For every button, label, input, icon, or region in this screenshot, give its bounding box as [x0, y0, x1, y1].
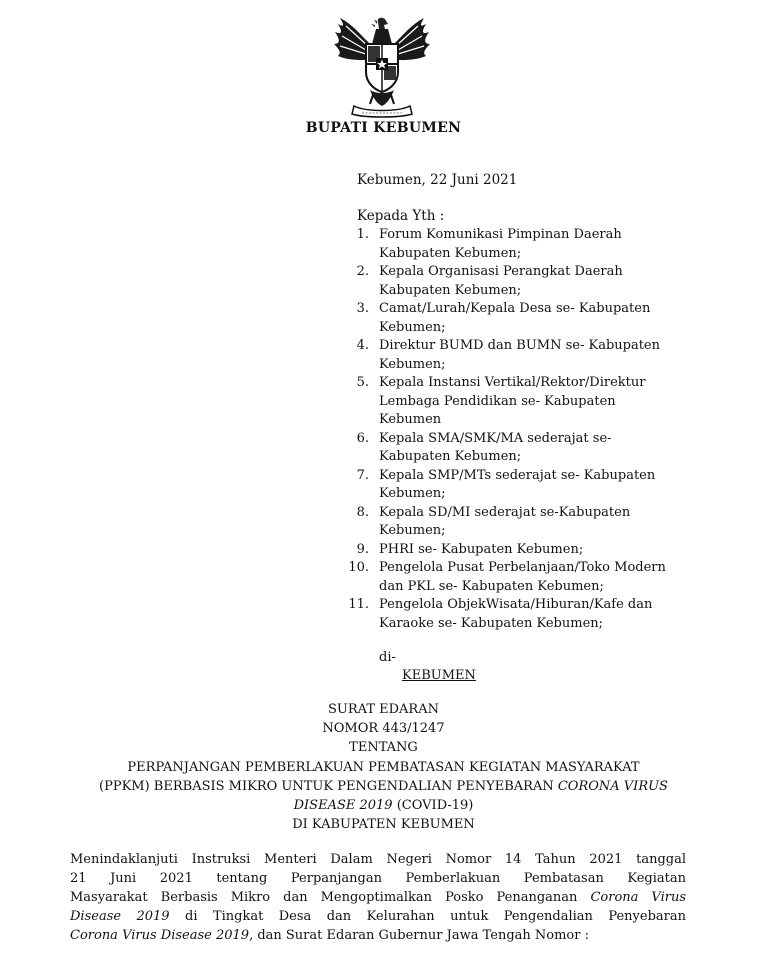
body-line-2: 21 Juni 2021 tentang Perpanjangan Pemberlakuan Pembatasan Kegiatan [70, 871, 686, 886]
circular-about: TENTANG [349, 740, 418, 755]
circular-number: NOMOR 443/1247 [322, 721, 445, 736]
list-item [336, 337, 756, 374]
list-item-text: Camat/Lurah/Kepala Desa se- Kabupaten Kebumen; [379, 301, 651, 335]
destination-city: KEBUMEN [402, 668, 476, 683]
list-item-number: 6. [356, 430, 369, 446]
at-label: di- [379, 650, 396, 665]
list-item [336, 374, 756, 430]
list-item-number: 1. [356, 227, 369, 242]
body-paragraph [70, 850, 686, 945]
list-item [336, 263, 756, 300]
list-item-text: Kepala SMP/MTs sederajat se- Kabupaten Kebumen; [379, 467, 656, 501]
body-line-4-italic: Disease 2019 [70, 909, 170, 924]
body-line-1: Menindaklanjuti Instruksi Menteri Dalam Negeri Nomor 14 Tahun 2021 tanggal [70, 852, 686, 867]
garuda-emblem-icon [330, 14, 434, 120]
list-item [336, 226, 756, 263]
subject-line-2-text: (PPKM) BERBASIS MIKRO UNTUK PENGENDALIAN PENYEBARAN [99, 779, 558, 794]
list-item-text: Kepala Organisasi Perangkat Daerah Kabupaten Kebumen; [379, 264, 623, 298]
subject-line-3-italic: DISEASE 2019 [293, 798, 393, 813]
letter-date: Kebumen, 22 Juni 2021 [357, 172, 518, 188]
body-line-5-italic: Corona Virus Disease 2019 [70, 928, 250, 943]
circular-type: SURAT EDARAN [328, 702, 439, 717]
page-title: BUPATI KEBUMEN [305, 120, 462, 136]
list-item-text: Pengelola Pusat Perbelanjaan/Toko Modern dan PKL se- Kabupaten Kebumen; [379, 560, 666, 594]
body-line-5-text: , dan Surat Edaran Gubernur Jawa Tengah Nomor : [249, 928, 589, 943]
subject-line-2 [0, 779, 767, 794]
body-line-3-text: Masyarakat Berbasis Mikro dan Mengoptimalkan Posko Penanganan [70, 890, 591, 905]
subject-line-2-italic: CORONA VIRUS [557, 779, 668, 794]
list-item-number: 8. [356, 504, 369, 520]
list-item [336, 596, 756, 633]
list-item [336, 300, 756, 337]
list-item-text: Kepala SD/MI sederajat se-Kabupaten Kebumen; [379, 504, 631, 538]
addressee-label: Kepada Yth : [357, 208, 445, 224]
subject-line-4: DI KABUPATEN KEBUMEN [292, 817, 475, 832]
body-line-3-italic: Corona Virus [590, 890, 686, 905]
list-item-text: Direktur BUMD dan BUMN se- Kabupaten Kebumen; [379, 338, 660, 372]
list-item-number: 9. [356, 541, 369, 557]
subject-line-1: PERPANJANGAN PEMBERLAKUAN PEMBATASAN KEGIATAN MASYARAKAT [127, 760, 640, 775]
list-item-number: 10. [348, 560, 369, 575]
list-item [336, 467, 756, 504]
list-item-number: 3. [356, 301, 369, 316]
list-item-number: 11. [348, 597, 369, 612]
recipient-list [336, 226, 756, 633]
list-item-text: Kepala SMA/SMK/MA sederajat se- Kabupaten Kebumen; [379, 430, 612, 464]
body-line-5 [70, 926, 686, 945]
list-item-number: 4. [356, 338, 369, 353]
subject-line-3 [0, 798, 767, 813]
list-item-text: PHRI se- Kabupaten Kebumen; [379, 541, 584, 557]
body-line-4-text: di Tingkat Desa dan Kelurahan untuk Pengendalian Penyebaran [169, 909, 687, 924]
list-item [336, 504, 756, 541]
list-item-number: 5. [356, 375, 369, 390]
list-item-number: 7. [356, 467, 369, 483]
body-line-4 [70, 907, 686, 926]
list-item [336, 559, 756, 596]
list-item-text: Forum Komunikasi Pimpinan Daerah Kabupaten Kebumen; [379, 227, 622, 261]
list-item [336, 430, 756, 467]
body-line-3 [70, 888, 686, 907]
list-item-text: Kepala Instansi Vertikal/Rektor/Direktur Lembaga Pendidikan se- Kabupaten Kebumen [379, 375, 646, 427]
list-item [336, 541, 756, 560]
list-item-number: 2. [356, 264, 369, 279]
subject-line-3-text: (COVID-19) [392, 798, 474, 813]
list-item-text: Pengelola ObjekWisata/Hiburan/Kafe dan Karaoke se- Kabupaten Kebumen; [379, 597, 653, 631]
